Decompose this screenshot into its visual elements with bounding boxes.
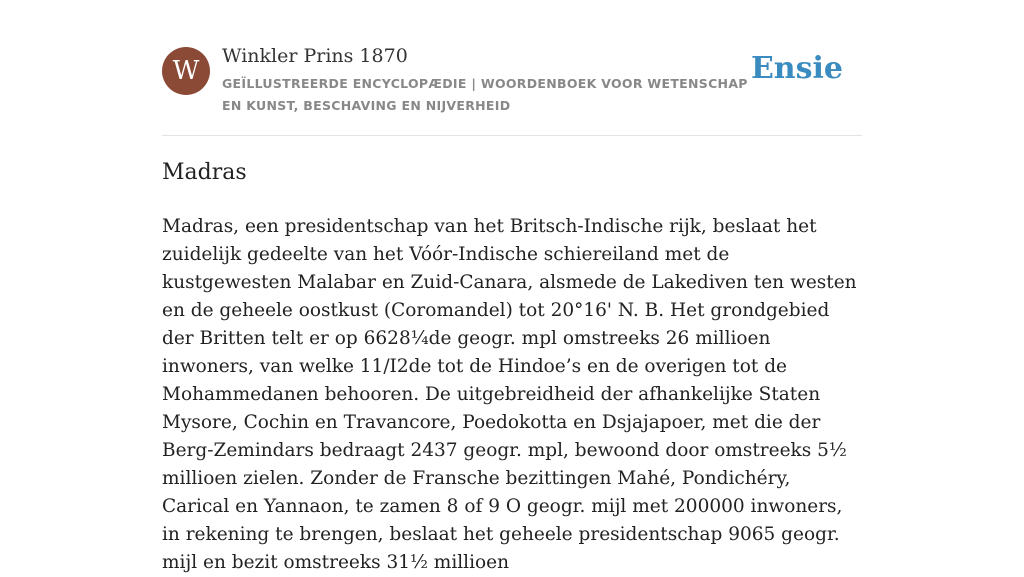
article-body: Madras, een presidentschap van het Britsch-Indische rijk, beslaat het zuidelijk gedeelte van het Vóór-Indische schiereiland met de kustgewesten Malabar en Zuid-Canara, alsmede de Lakediven ten westen en de geheele oostkust (Coromandel) tot 20°16' N. B. Het grondgebied der Britten telt er op 6628¼de geogr. mpl omstreeks 26 millioen inwoners, van welke 11/I2de tot de Hindoe’s en de overigen tot de Mohammedanen behooren. De uitgebreidheid der afhankelijke Staten Mysore, Cochin en Travancore, Poedokotta en Dsjajapoer, met die der Berg-Zemindars bedraagt 2437 geogr. mpl, bewoond door omstreeks 5½ millioen zielen. Zonder de Fransche bezittingen Mahé, Pondichéry, Carical en Yannaon, te zamen 8 of 9 O geogr. mijl met 200000 inwoners, in rekening te brengen, beslaat het geheele presidentschap 9065 geogr. mijl en bezit omstreeks 31½ millioen [162, 216, 857, 573]
source-title[interactable]: Winkler Prins 1870 [222, 45, 408, 67]
content-container [162, 0, 862, 573]
ensie-logo-link[interactable]: Ensie [750, 51, 843, 86]
source-header [162, 0, 862, 136]
article-title: Madras [162, 160, 247, 185]
source-avatar[interactable]: W [162, 47, 210, 95]
source-subtitle: GEÏLLUSTREERDE ENCYCLOPÆDIE | WOORDENBOEK VOOR WETENSCHAP EN KUNST, BESCHAVING EN NIJVERHEID [222, 76, 748, 113]
